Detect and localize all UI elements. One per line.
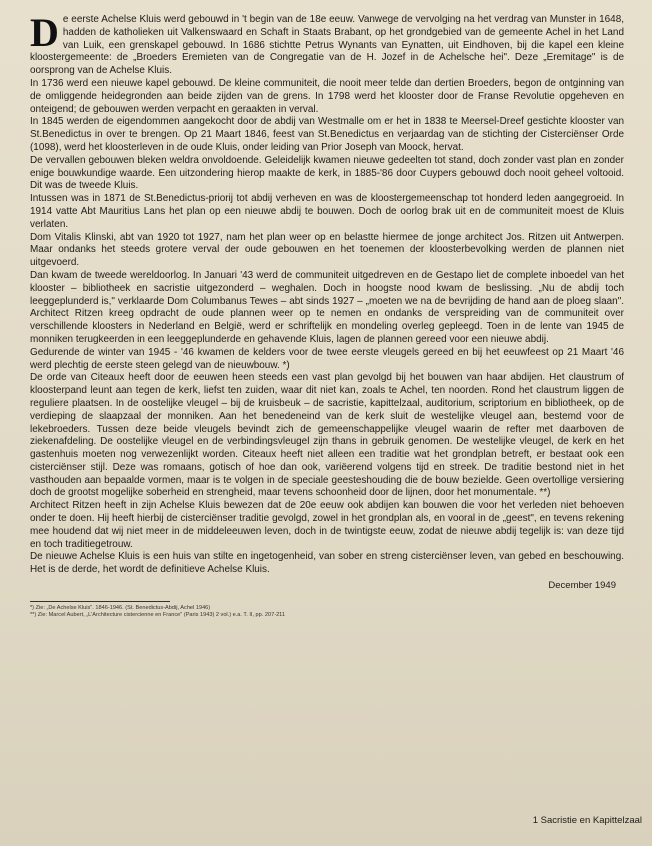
paragraph-7: Dan kwam de tweede wereldoorlog. In Januari '43 werd de communiteit uitgedreven en de Gestapo liet de complete inboedel van het klooster – bibliotheek en sacristie uitgezonderd – weghalen. Doch in hoogste nood kwam de beslissing. „Nu de abdij toch leeggeplunderd is," verklaarde Dom Columbanus Tewes – abt sinds 1927 – „moeten we na de bevrijding de hand aan de ploeg slaan". Architect Ritzen kreeg opdracht de oude plannen weer op te nemen en ondanks de verspreiding van de communiteit over verschillende kloosters in Nederland en België, werd er schriftelijk en mondeling overleg gepleegd. Toen in de lente van 1945 de monniken terugkeerden in een leeggeplunderde en gehavende Kluis, lagen de plannen gereed voor een nieuwe abdij. [30, 269, 624, 345]
figure-caption: 1 Sacristie en Kapittelzaal [532, 815, 642, 826]
footnote-divider [30, 601, 170, 602]
paragraph-8: Gedurende de winter van 1945 - '46 kwamen de kelders voor de twee eerste vleugels gereed en bij het eeuwfeest op 21 Maart '46 werd plechtig de eerste steen gelegd van de nieuwbouw. *) [30, 346, 624, 371]
paragraph-3: In 1845 werden de eigendommen aangekocht door de abdij van Westmalle om er het in 1838 te Meersel-Dreef gestichte klooster van St.Benedictus in over te brengen. Op 21 Maart 1846, feest van St.Benedictus en verjaardag van de stichting der Cisterciënser Orde (1098), werd het kloosterleven in de oude Kluis, onder leiding van Prior Joseph van Moock, hervat. [30, 116, 624, 153]
paragraph-11: De nieuwe Achelse Kluis is een huis van stilte en ingetogenheid, van sober en streng cisterciënser leven, van gebed en beschouwing. Het is de derde, het wordt de definitieve Achelse Kluis. [30, 551, 624, 576]
document-date: December 1949 [548, 580, 616, 592]
body-text [30, 10, 624, 577]
footnote-2: **) Zie: Marcel Aubert, „L'Architecture cistercienne en France" (Paris 1943) 2 vol.) e.a. T. II, pp. 207-211 [30, 612, 285, 619]
paragraph-10: Architect Ritzen heeft in zijn Achelse Kluis bewezen dat de 20e eeuw ook abdijen kan bouwen die voor het verleden niet behoeven onder te doen. Hij heeft hierbij de cisterciënser traditie gevolgd, zowel in het grondplan als, en vooral in de „geest", en tevens rekening mee houdend dat wij niet meer in de middeleeuwen leven, doch in de twintigste eeuw, zodat de nieuwe abdij tegelijk is: van deze tijd en toch traditiegetrouw. [30, 500, 624, 550]
footnote-1: *) Zie: „De Achelse Kluis". 1846-1946. (St. Benedictus-Abdij, Achel 1946) [30, 605, 211, 612]
paragraph-9: De orde van Citeaux heeft door de eeuwen heen steeds een vast plan gevolgd bij het bouwen van haar abdijen. Het claustrum of kloosterpand leunt aan tegen de kerk, liefst ten zuiden, waar dit niet kan, zoals te Achel, ten noorden. Rond het claustrum liggen de reguliere plaatsen. In de oostelijke vleugel – bij de kruisbeuk – de sacristie, kapittelzaal, auditorium, scriptorium en bibliotheek, op de verdieping de slaapzaal der monniken. Aan het benedeneind van de kerk sluit de westelijke vleugel aan, bestemd voor de lekebroeders. Tussen deze beide vleugels bevindt zich de gemeenschappelijke vleugel waarin de refter met daarboven de ziekenafdeling. De oostelijke vleugel en de verbindingsvleugel zijn thans in gebruik genomen. De westelijke vleugel, de kerk en het gastenhuis moeten nog verwezenlijkt worden. Citeaux heeft niet alleen een traditie wat het grondplan betreft, er bestaat ook een cisterciënser stijl. Deze was romaans, gotisch of hoe dan ook, variëerend volgens tijd en streek. De traditie bestond niet in het vasthouden aan bepaalde vormen, maar is te volgen in de speciale geesteshouding die de bouw bezielde. Geen overtollige versiering doch de grootst mogelijke soberheid en strengheid, maar tevens schoonheid door de lijnen, door het monumentale. **) [30, 372, 624, 499]
paragraph-5: Intussen was in 1871 de St.Benedictus-priorij tot abdij verheven en was de kloostergemeenschap tot honderd leden aangegroeid. In 1914 vatte Abt Mauritius Lans het plan op een nieuwe abdij te bouwen. Doch de oorlog brak uit en de communiteit moest de Kluis verlaten. [30, 193, 624, 230]
drop-cap: D [30, 10, 59, 55]
paragraph-4: De vervallen gebouwen bleken weldra onvoldoende. Geleidelijk kwamen nieuwe gedeelten tot stand, doch zonder vast plan en zonder enige bouwkundige waarde. Een uitzondering hierop maakte de kerk, in 1885-'86 door Cuypers gebouwd doch nooit geheel voltooid. Dit was de tweede Kluis. [30, 154, 624, 192]
paragraph-1: De eerste Achelse Kluis werd gebouwd in 't begin van de 18e eeuw. Vanwege de vervolging na het verdrag van Munster in 1648, hadden de katholieken uit Valkenswaard en Schaft in Staats Brabant, op het grondgebied van de gemeente Achel in het Land van Luik, een grenskapel gebouwd. In 1686 stichtte Petrus Wynants van Eynatten, uit Eindhoven, bij die kapel een kleine kloostergemeente: de „Broeders Eremieten van de Congregatie van de H. Jozef in de Achelsche hei". Deze „Eremitage" is de oorsprong van de Achelse Kluis. [30, 10, 624, 77]
paragraph-2: In 1736 werd een nieuwe kapel gebouwd. De kleine communiteit, die nooit meer telde dan dertien Broeders, begon de ontginning van de omliggende heidegronden aan beide zijden van de grens. In 1798 werd het klooster door de Franse Revolutie opgeheven en onteigend; de gebouwen werden verpacht en geraakten in verval. [30, 77, 624, 115]
paragraph-6: Dom Vitalis Klinski, abt van 1920 tot 1927, nam het plan weer op en belastte hiermee de jonge architect Jos. Ritzen uit Antwerpen. Maar ondanks het steeds grotere verval der oude gebouwen en het toenemen der kloosterbevolking werden de plannen niet uitgevoerd. [30, 231, 624, 269]
